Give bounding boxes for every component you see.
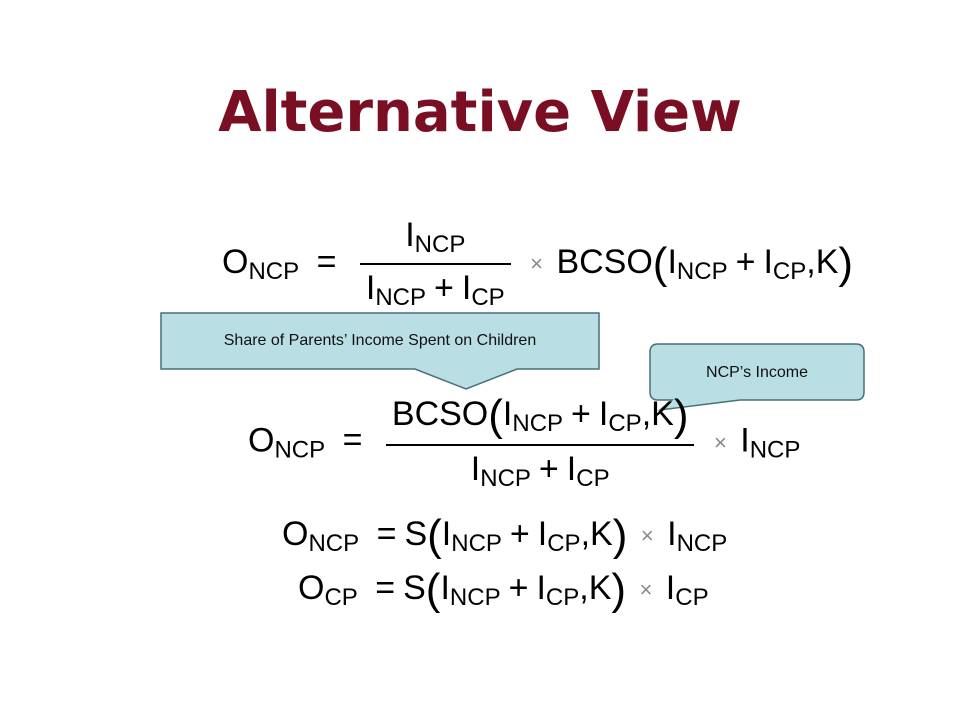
fraction: $\frac{BCSO(I_{NCP} + I_{CP},K)}{I_{NCP} + I_{CP}}$ [386,394,695,491]
fraction: $\frac{I_{NCP}}{I_{NCP} + I_{CP}}$ [360,218,511,310]
share-callout-bubble [161,313,599,389]
equation-1: $O_{NCP}$ = $\frac{I_{NCP}}{I_{NCP} + I_{CP}}$ × $BCSO(I_{NCP} + I_{CP},K)$ [222,216,854,311]
income-callout-text: NCP’s Income [706,364,808,381]
equation-2: $O_{NCP}$ = $\frac{BCSO(I_{NCP} + I_{CP},K)}{I_{NCP} + I_{CP}}$ × $I_{NCP}$ [248,391,801,492]
equation-4: $O_{CP} = S(I_{NCP} + I_{CP},K) \times I_{CP}$ [298,565,709,614]
slide-title: Alternative View [218,80,742,145]
share-callout-text: Share of Parents’ Income Spent on Children [223,332,537,349]
equation-3: $O_{NCP} = S(I_{NCP} + I_{CP},K) \times I_{NCP}$ [282,511,728,560]
